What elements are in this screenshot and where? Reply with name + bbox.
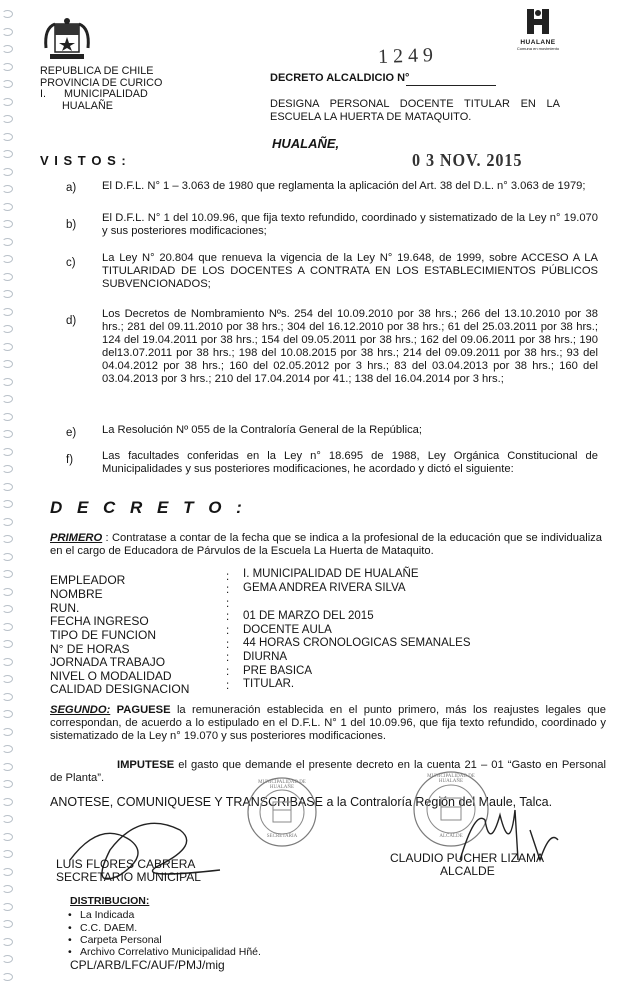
anotese-line: ANOTESE, COMUNIQUESE Y TRANSCRIBASE a la Contraloría Región del Maule, Talca. [50, 795, 553, 809]
binding-hole [2, 868, 13, 876]
row-label: TIPO DE FUNCION [50, 628, 157, 642]
binding-hole [2, 308, 13, 316]
row-value: TITULAR. [243, 678, 295, 690]
decree-number-line [406, 85, 496, 86]
segundo-paragraph [50, 704, 606, 743]
row-value: DIURNA [243, 651, 288, 663]
vistos-title: V I S T O S : [40, 153, 127, 168]
binding-hole [2, 938, 13, 946]
secretary-title: SECRETARIO MUNICIPAL [56, 870, 201, 884]
binding-hole [2, 728, 13, 736]
vistos-item: Las facultades conferidas en la Ley n° 18.695 de 1988, Ley Orgánica Constitucional de Municipalidades y sus posteriores modificaciones, he acordado y dictó el siguiente: [102, 450, 598, 475]
binding-hole [2, 360, 13, 368]
binding-hole [2, 658, 13, 666]
place: HUALAÑE, [272, 136, 340, 151]
binding-hole [2, 553, 13, 561]
institution-header [40, 66, 162, 112]
binding-hole [2, 133, 13, 141]
distribucion-item: • Carpeta Personal [80, 934, 162, 946]
municipal-seal-icon [246, 776, 318, 848]
binding-hole [2, 98, 13, 106]
binding-hole [2, 780, 13, 788]
vistos-letter: a) [66, 182, 77, 194]
vistos-item: La Ley N° 20.804 que renueva la vigencia de la Ley N° 19.648, de 1999, sobre ACCESO A LA TITULARIDAD DE LOS DOCENTES A CONTRATA EN LOS ESTABLECIMIENTOS PÚBLICOS SUBVENCIONADOS; [102, 252, 598, 290]
vistos-item: El D.F.L. N° 1 – 3.063 de 1980 que reglamenta la aplicación del Art. 38 del D.L. n° 3.063 de 1979; [102, 180, 586, 192]
binding-hole [2, 483, 13, 491]
vistos-letter: d) [66, 315, 77, 327]
imputese-paragraph [50, 759, 606, 785]
binding-hole [2, 798, 13, 806]
row-colon: : [226, 680, 230, 692]
binding-hole [2, 920, 13, 928]
hualane-logo-icon [516, 6, 560, 56]
header-line: HUALAÑE [62, 99, 114, 112]
binding-hole [2, 10, 13, 18]
row-label: JORNADA TRABAJO [50, 655, 166, 669]
segundo-text: la remuneración establecida en el punto primero, más los reajustes legales que correspondan, de acuerdo a lo estipulado en el D.F.L. N° 1 del 10.09.96, que fija texto refundido, coordinado y sistematizado de la Ley n° 19.070 y sus posteriores modificaciones. [50, 704, 606, 742]
binding-hole [2, 448, 13, 456]
primero-paragraph [50, 532, 602, 558]
binding-hole [2, 570, 13, 578]
row-value: 44 HORAS CRONOLOGICAS SEMANALES [243, 637, 471, 649]
chile-coat-of-arms-icon [40, 18, 94, 62]
row-label: CALIDAD DESIGNACION [50, 682, 190, 696]
binding-hole [2, 885, 13, 893]
binding-hole [2, 430, 13, 438]
vistos-item: La Resolución Nº 055 de la Contraloría General de la República; [102, 424, 423, 436]
distribucion-title: DISTRIBUCION: [70, 895, 150, 907]
date-stamp: 0 3 NOV. 2015 [412, 150, 523, 170]
header-line: REPUBLICA DE CHILE [40, 65, 154, 77]
seal-text: ALCALDE [439, 834, 463, 839]
binding-hole [2, 203, 13, 211]
header-line: I. MUNICIPALIDAD [40, 88, 148, 100]
row-label: EMPLEADOR [50, 573, 126, 587]
binding-hole [2, 378, 13, 386]
row-value: 01 DE MARZO DEL 2015 [243, 610, 374, 622]
binding-hole [2, 850, 13, 858]
row-label: RUN. [50, 601, 80, 615]
binding-hole [2, 833, 13, 841]
imputese-bold: IMPUTESE [117, 759, 175, 771]
binding-hole [2, 343, 13, 351]
vistos-letter: f) [66, 454, 74, 466]
decree-number: 1249 [377, 43, 439, 69]
binding-hole [2, 413, 13, 421]
binding-hole [2, 168, 13, 176]
binding-hole [2, 45, 13, 53]
vistos-item: Los Decretos de Nombramiento Nºs. 254 del 10.09.2010 por 38 hrs.; 266 del 13.10.2010 por 38 hrs.; 281 del 09.11.2010 por 38 hrs.; 304 del 16.12.2010 por 38 hrs.; 61 del 25.03.2011 por 38 hrs.; 124 del 19.04.2011 por 38 hrs.; 154 del 09.05.2011 por 38 hrs.; 162 del 09.06.2011 por 38 hrs.; 190 del13.07.2011 por 38 hrs.; 198 del 10.08.2015 por 38 hrs.; 214 del 09.09.2011 por 38 hrs.; 93 del 04.04.2012 por 38 hrs.; 160 del 02.05.2012 por 3 hrs.; 83 del 03.04.2013 por 38 hrs.; 160 del 03.04.2013 por 3 hrs.; 210 del 17.04.2014 por 41.; 138 del 16.04.2014 por 3 hrs.; [102, 308, 598, 385]
vistos-letter: b) [66, 219, 77, 231]
binding-hole [2, 903, 13, 911]
distribucion-item: • Archivo Correlativo Municipalidad Hñé. [80, 946, 261, 958]
row-colon: : [226, 584, 230, 596]
binding-hole [2, 238, 13, 246]
segundo-label: SEGUNDO: [50, 704, 111, 716]
distribucion-item: • La Indicada [80, 909, 134, 921]
binding-hole [2, 500, 13, 508]
signature-icon [60, 800, 240, 900]
distribucion-item: • C.C. DAEM. [80, 922, 137, 934]
primero-label: PRIMERO [50, 532, 103, 544]
row-colon: : [226, 611, 230, 623]
binding-hole [2, 973, 13, 981]
binding-hole [2, 290, 13, 298]
row-colon: : [226, 598, 230, 610]
binding-hole [2, 640, 13, 648]
binding-hole [2, 763, 13, 771]
binding-hole [2, 115, 13, 123]
logo-subtext: Comuna en movimiento [516, 46, 560, 51]
binding-hole [2, 955, 13, 963]
decree-label: DECRETO ALCALDICIO N° [270, 72, 410, 84]
binding-hole [2, 518, 13, 526]
binding-hole [2, 710, 13, 718]
binding-hole [2, 745, 13, 753]
binding-hole [2, 150, 13, 158]
binding-hole [2, 185, 13, 193]
mayor-title: ALCALDE [440, 864, 495, 878]
binding-hole [2, 63, 13, 71]
vistos-item: El D.F.L. N° 1 del 10.09.96, que fija texto refundido, coordinado y sistematizado de la Ley n° 19.070 y sus posteriores modificaciones; [102, 212, 598, 237]
row-label: N° DE HORAS [50, 642, 130, 656]
row-value: GEMA ANDREA RIVERA SILVA [243, 582, 406, 594]
seal-text: MUNICIPALIDAD DE HUALAÑE [427, 774, 475, 784]
logo-text: HUALANE [520, 39, 556, 46]
distribucion-initials: CPL/ARB/LFC/AUF/PMJ/mig [70, 958, 225, 972]
binding-hole [2, 220, 13, 228]
binding-hole [2, 675, 13, 683]
decree-subject: DESIGNA PERSONAL DOCENTE TITULAR EN LA ESCUELA LA HUERTA DE MATAQUITO. [270, 98, 560, 123]
binding-holes [0, 0, 18, 983]
binding-hole [2, 588, 13, 596]
primero-text: : Contratase a contar de la fecha que se indica a la profesional de la educación que se individualiza en el cargo de Educadora de Párvulos de la Escuela La Huerta de Mataquito. [50, 532, 602, 557]
binding-hole [2, 80, 13, 88]
binding-hole [2, 605, 13, 613]
row-colon: : [226, 571, 230, 583]
binding-hole [2, 623, 13, 631]
header-line: PROVINCIA DE CURICO [40, 76, 163, 89]
row-value: DOCENTE AULA [243, 624, 332, 636]
seal-text: SECRETARIA [266, 834, 298, 839]
imputese-text: el gasto que demande el presente decreto en la cuenta 21 – 01 “Gasto en Personal de Planta”. [50, 759, 606, 784]
row-colon: : [226, 625, 230, 637]
binding-hole [2, 325, 13, 333]
row-label: NOMBRE [50, 587, 103, 601]
binding-hole [2, 535, 13, 543]
binding-hole [2, 273, 13, 281]
binding-hole [2, 395, 13, 403]
binding-hole [2, 815, 13, 823]
seal-text: MUNICIPALIDAD DE HUALAÑE [258, 780, 306, 790]
vistos-letter: c) [66, 257, 76, 269]
segundo-bold: PAGUESE [110, 704, 171, 716]
mayor-name: CLAUDIO PUCHER LIZAMA [390, 851, 545, 865]
binding-hole [2, 693, 13, 701]
row-label: NIVEL O MODALIDAD [50, 669, 172, 683]
row-value: I. MUNICIPALIDAD DE HUALAÑE [243, 568, 419, 580]
row-colon: : [226, 666, 230, 678]
row-value: PRE BASICA [243, 665, 313, 677]
binding-hole [2, 28, 13, 36]
binding-hole [2, 465, 13, 473]
row-label: FECHA INGRESO [50, 614, 149, 628]
decreto-title: D E C R E T O : [50, 498, 247, 517]
binding-hole [2, 255, 13, 263]
row-colon: : [226, 639, 230, 651]
row-colon: : [226, 652, 230, 664]
vistos-letter: e) [66, 427, 77, 439]
secretary-name: LUIS FLORES CABRERA [56, 857, 196, 871]
